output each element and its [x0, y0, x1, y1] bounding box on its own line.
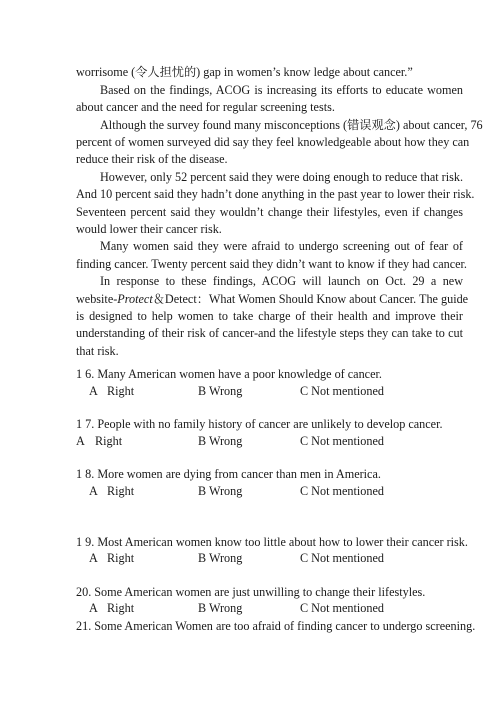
passage-line: Seventeen percent said they wouldn’t change their lifestyles, even if changes: [76, 205, 463, 219]
option-c-not-mentioned[interactable]: C Not mentioned: [300, 601, 384, 615]
option-a-letter[interactable]: A: [89, 551, 98, 565]
option-a-right[interactable]: Right: [95, 434, 123, 448]
passage-line: Based on the findings, ACOG is increasing its efforts to educate women: [100, 83, 463, 97]
passage-line: reduce their risk of the disease.: [76, 152, 228, 166]
option-b-wrong[interactable]: B Wrong: [198, 551, 243, 565]
passage-line: is designed to help women to take charge of their health and improve their: [76, 309, 463, 323]
website-prefix: website-: [76, 292, 118, 306]
question-21: 21. Some American Women are too afraid of finding cancer to undergo screening.: [76, 619, 476, 633]
option-c-not-mentioned[interactable]: C Not mentioned: [300, 434, 384, 448]
passage-line: percent of women surveyed did say they feel knowledgeable about how they can: [76, 135, 470, 149]
passage-line: about cancer and the need for regular screening tests.: [76, 100, 335, 114]
passage-line: would lower their cancer risk.: [76, 222, 222, 236]
option-b-wrong[interactable]: B Wrong: [198, 384, 243, 398]
passage-line: Although the survey found many misconceptions (错误观念) about cancer, 76: [100, 118, 483, 132]
website-suffix: ＆Detect：What Women Should Know about Cancer. The guide: [152, 292, 469, 306]
passage-line: In response to these findings, ACOG will launch on Oct. 29 a new: [100, 274, 463, 288]
option-a-right[interactable]: Right: [107, 551, 135, 565]
passage-line: finding cancer. Twenty percent said they didn’t want to know if they had cancer.: [76, 257, 467, 271]
passage-line: worrisome (令人担忧的) gap in women’s know ledge about cancer.”: [76, 65, 413, 79]
option-b-wrong[interactable]: B Wrong: [198, 434, 243, 448]
passage-line: that risk.: [76, 344, 119, 358]
option-a-letter[interactable]: A: [89, 384, 98, 398]
option-b-wrong[interactable]: B Wrong: [198, 601, 243, 615]
option-a-right[interactable]: Right: [107, 384, 135, 398]
option-a-letter[interactable]: A: [89, 484, 98, 498]
question-19: 1 9. Most American women know too little about how to lower their cancer risk.: [76, 535, 468, 549]
passage-line: understanding of their risk of cancer-and the lifestyle steps they can take to cut: [76, 326, 463, 340]
option-a-right[interactable]: Right: [107, 601, 135, 615]
question-16: 1 6. Many American women have a poor knowledge of cancer.: [76, 367, 382, 381]
option-a-letter[interactable]: A: [76, 434, 85, 448]
question-18: 1 8. More women are dying from cancer than men in America.: [76, 467, 381, 481]
option-c-not-mentioned[interactable]: C Not mentioned: [300, 384, 384, 398]
passage-line: And 10 percent said they hadn’t done anything in the past year to lower their risk.: [76, 187, 475, 201]
option-c-not-mentioned[interactable]: C Not mentioned: [300, 551, 384, 565]
passage-line: Many women said they were afraid to undergo screening out of fear of: [100, 239, 463, 253]
passage-line: However, only 52 percent said they were doing enough to reduce that risk.: [100, 170, 463, 184]
option-c-not-mentioned[interactable]: C Not mentioned: [300, 484, 384, 498]
question-17: 1 7. People with no family history of cancer are unlikely to develop cancer.: [76, 417, 443, 431]
option-b-wrong[interactable]: B Wrong: [198, 484, 243, 498]
website-line: [76, 291, 469, 307]
option-a-right[interactable]: Right: [107, 484, 135, 498]
option-a-letter[interactable]: A: [89, 601, 98, 615]
website-name-italic: Protect: [117, 292, 153, 306]
question-20: 20. Some American women are just unwilling to change their lifestyles.: [76, 585, 426, 599]
